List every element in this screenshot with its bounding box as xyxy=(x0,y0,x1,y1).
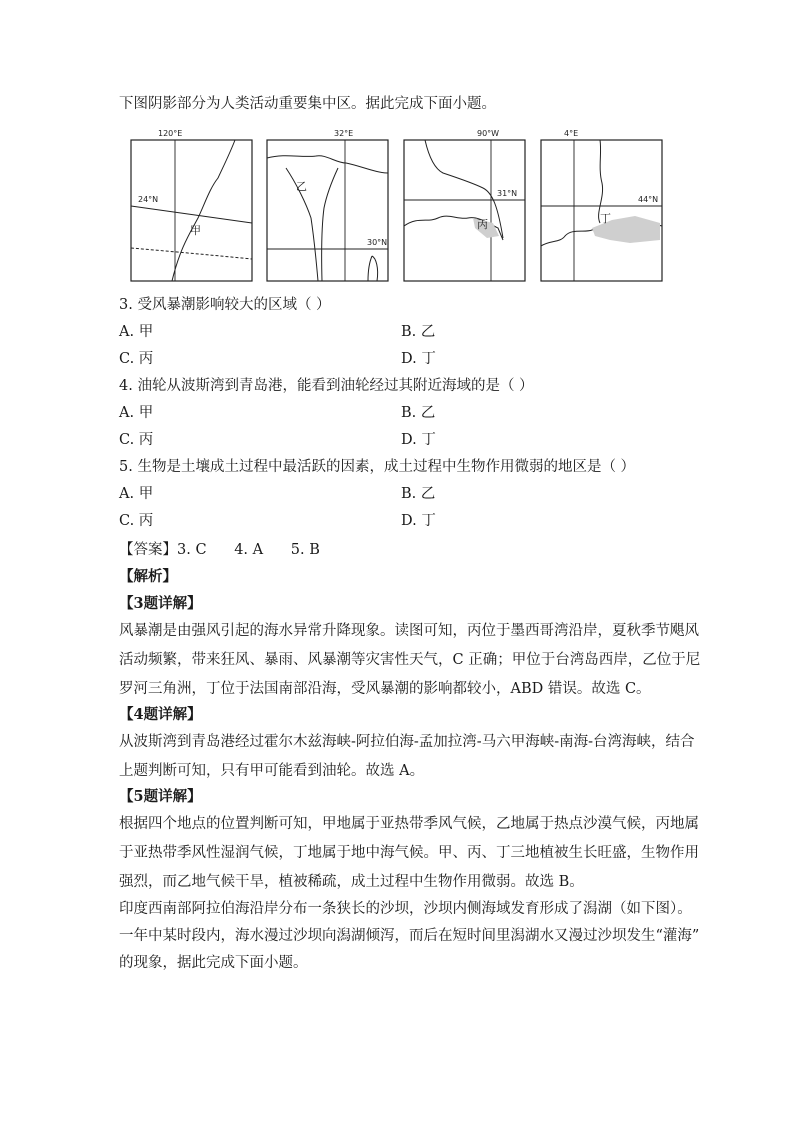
question-3-stem: 3. 受风暴潮影响较大的区域（ ） xyxy=(119,297,331,313)
question-5-option-d: D. 丁 xyxy=(401,513,436,529)
detail-4-heading: 【4题详解】 xyxy=(119,706,202,723)
question-5-option-b: B. 乙 xyxy=(401,486,436,502)
next-intro-line-2: 一年中某时段内，海水漫过沙坝向潟湖倾泻，而后在短时间里潟湖水又漫过沙坝发生“灌海” xyxy=(119,928,700,944)
map-yi-lat-label: 30°N xyxy=(367,238,388,247)
map-bing-lon-label: 90°W xyxy=(477,129,500,138)
detail-3-line-1: 风暴潮是由强风引起的海水异常升降现象。读图可知，丙位于墨西哥湾沿岸，夏秋季节飓风 xyxy=(119,623,699,639)
map-bing-lat-label: 31°N xyxy=(497,189,518,198)
map-jia-lat-label: 24°N xyxy=(138,195,159,204)
map-figure xyxy=(130,128,665,286)
question-3-option-b: B. 乙 xyxy=(401,324,436,340)
detail-3-heading: 【3题详解】 xyxy=(119,595,202,612)
question-3-option-d: D. 丁 xyxy=(401,351,436,367)
detail-5-line-2: 于亚热带季风性湿润气候，丁地属于地中海气候。甲、丙、丁三地植被生长旺盛，生物作用 xyxy=(119,845,699,861)
question-4-option-d: D. 丁 xyxy=(401,432,436,448)
detail-3-line-3: 罗河三角洲，丁位于法国南部沿海，受风暴潮的影响都较小，ABD 错误。故选 C。 xyxy=(119,681,651,697)
next-intro-line-1: 印度西南部阿拉伯海沿岸分布一条狭长的沙坝，沙坝内侧海域发育形成了潟湖（如下图）。 xyxy=(119,901,692,917)
detail-5-heading: 【5题详解】 xyxy=(119,788,202,805)
question-5-option-c: C. 丙 xyxy=(119,513,154,529)
question-4-stem: 4. 油轮从波斯湾到青岛港，能看到油轮经过其附近海域的是（ ） xyxy=(119,378,534,394)
answer-line: 【答案】3. C 4. A 5. B xyxy=(119,542,320,558)
map-bing xyxy=(403,128,528,284)
detail-3-line-2: 活动频繁，带来狂风、暴雨、风暴潮等灾害性天气，C 正确；甲位于台湾岛西岸，乙位于尼 xyxy=(119,652,701,668)
intro-text: 下图阴影部分为人类活动重要集中区。据此完成下面小题。 xyxy=(119,96,496,112)
map-jia-lon-label: 120°E xyxy=(158,129,183,138)
map-ding-region-label: 丁 xyxy=(600,212,611,225)
question-4-option-b: B. 乙 xyxy=(401,405,436,421)
map-bing-region-label: 丙 xyxy=(477,218,488,231)
map-ding-lon-label: 4°E xyxy=(564,129,579,138)
question-4-option-a: A. 甲 xyxy=(119,405,154,421)
question-3-option-c: C. 丙 xyxy=(119,351,154,367)
map-yi-lon-label: 32°E xyxy=(334,129,354,138)
map-ding xyxy=(540,128,665,284)
detail-5-line-1: 根据四个地点的位置判断可知，甲地属于亚热带季风气候，乙地属于热点沙漠气候，丙地属 xyxy=(119,816,699,832)
map-yi xyxy=(266,128,391,284)
question-5-stem: 5. 生物是土壤成土过程中最活跃的因素，成土过程中生物作用微弱的地区是（ ） xyxy=(119,459,636,475)
question-4-option-c: C. 丙 xyxy=(119,432,154,448)
next-intro-line-3: 的现象，据此完成下面小题。 xyxy=(119,955,308,971)
detail-4-line-2: 上题判断可知，只有甲可能看到油轮。故选 A。 xyxy=(119,763,425,779)
analysis-heading: 【解析】 xyxy=(119,568,177,585)
map-yi-region-label: 乙 xyxy=(296,180,307,193)
question-3-option-a: A. 甲 xyxy=(119,324,154,340)
map-jia-region-label: 甲 xyxy=(190,224,201,237)
detail-5-line-3: 强烈，而乙地气候干旱，植被稀疏，成土过程中生物作用微弱。故选 B。 xyxy=(119,874,584,890)
map-jia xyxy=(130,128,255,284)
map-ding-lat-label: 44°N xyxy=(638,195,659,204)
detail-4-line-1: 从波斯湾到青岛港经过霍尔木兹海峡-阿拉伯海-孟加拉湾-马六甲海峡-南海-台湾海峡，结合 xyxy=(119,734,695,750)
question-5-option-a: A. 甲 xyxy=(119,486,154,502)
